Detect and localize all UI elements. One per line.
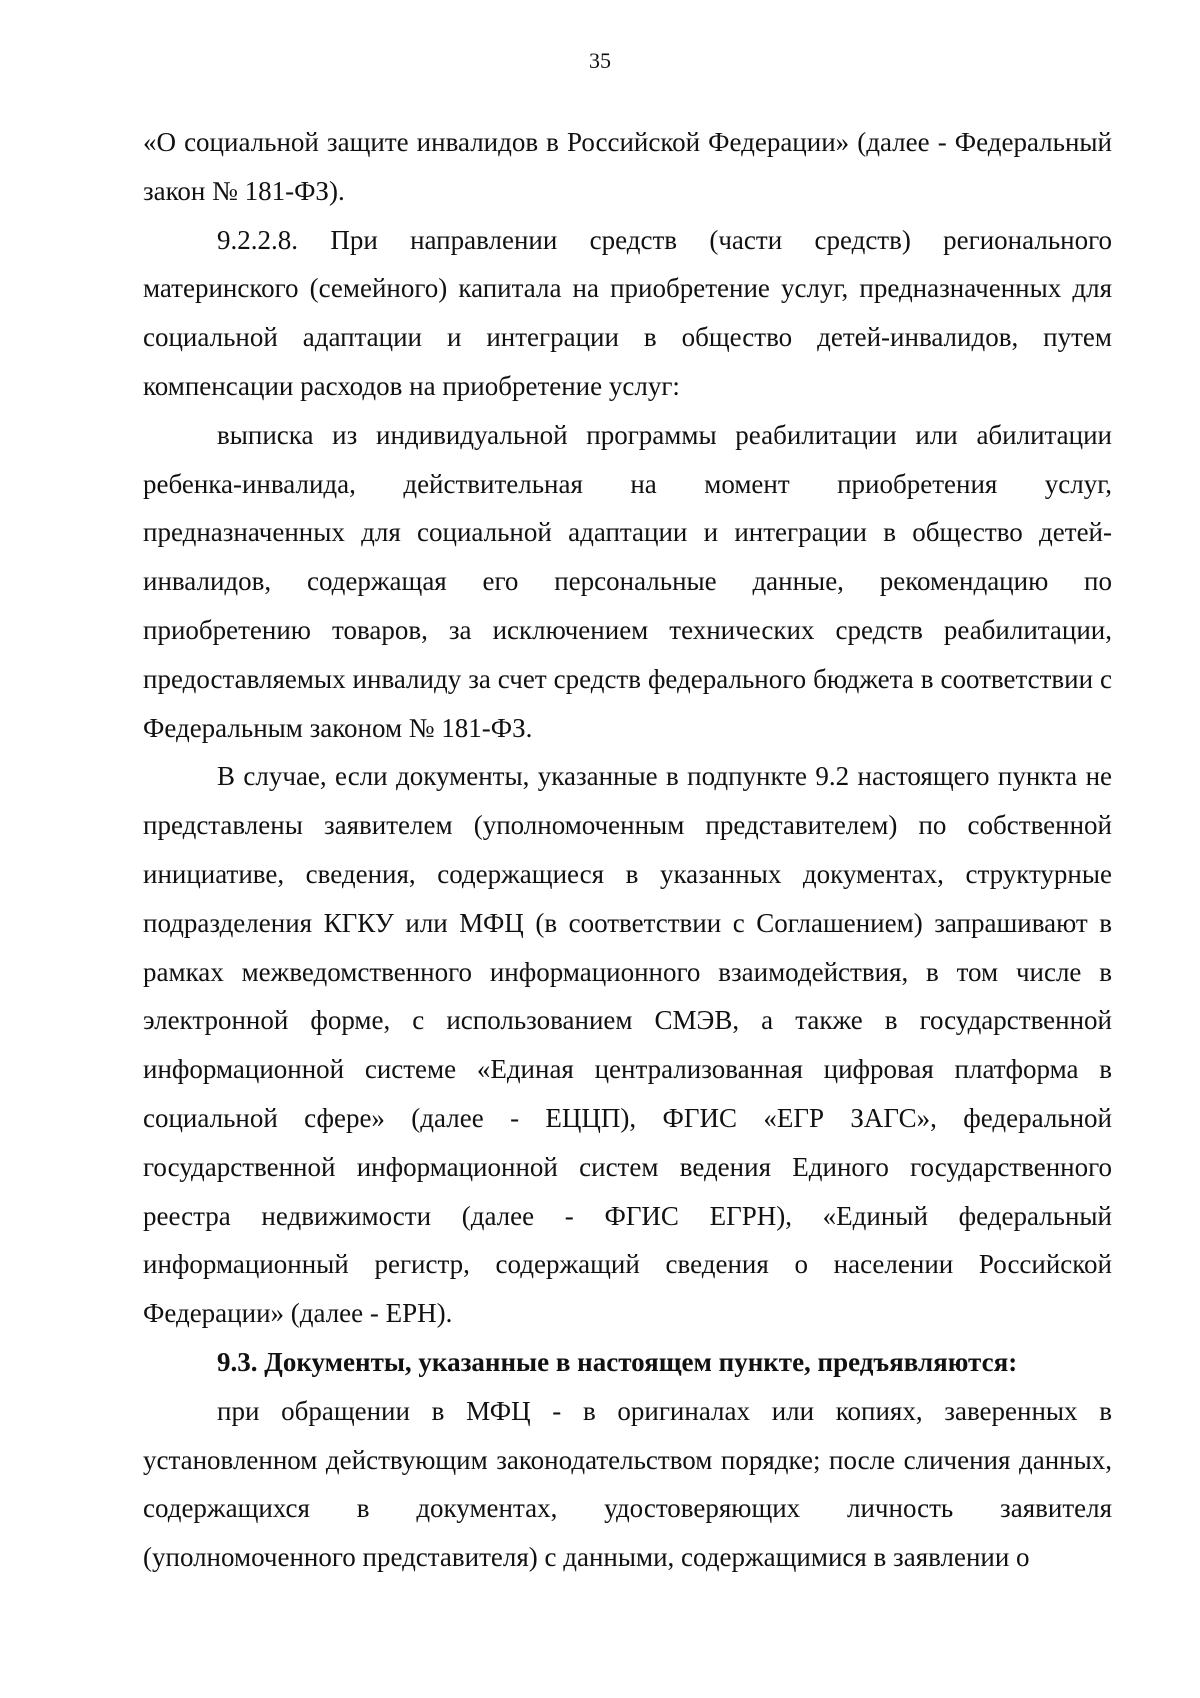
page-number: 35 [589,48,611,73]
document-body [143,118,1112,1582]
section-heading-9-3: 9.3. Документы, указанные в настоящем пункте, предъявляются: [217,1346,1018,1377]
paragraph-law-reference-continuation: «О социальной защите инвалидов в Российской Федерации» (далее - Федеральный закон № 181-ФЗ). [143,127,1112,206]
paragraph-9-2-2-8: 9.2.2.8. При направлении средств (части средств) регионального материнского (семейного) капитала на приобретение услуг, предназначенных для социальной адаптации и интеграции в общество детей-инвалидов, путем компенсации расходов на приобретение услуг: [143,224,1112,401]
paragraph-mfc-submission: при обращении в МФЦ - в оригиналах или копиях, заверенных в установленном действующим законодательством порядке; после сличения данных, содержащихся в документах, удостоверяющих личность заявителя (уполномоченного представителя) с данными, содержащимися в заявлении о [143,1395,1112,1573]
paragraph-interagency-request: В случае, если документы, указанные в подпункте 9.2 настоящего пункта не представлены заявителем (уполномоченным представителем) по собственной инициативе, сведения, содержащиеся в указанных документах, структурные подразделения КГКУ или МФЦ (в соответствии с Соглашением) запрашивают в рамках межведомственного информационного взаимодействия, в том числе в электронной форме, с использованием СМЭВ, а также в государственной информационной системе «Единая централизованная цифровая платформа в социальной сфере» (далее - ЕЦЦП), ФГИС «ЕГР ЗАГС», федеральной государственной информационной систем ведения Единого государственного реестра недвижимости (далее - ФГИС ЕГРН), «Единый федеральный информационный регистр, содержащий сведения о населении Российской Федерации» (далее - ЕРН). [143,761,1112,1329]
paragraph-rehabilitation-extract: выписка из индивидуальной программы реабилитации или абилитации ребенка-инвалида, действительная на момент приобретения услуг, предназначенных для социальной адаптации и интеграции в общество детей-инвалидов, содержащая его персональные данные, рекомендацию по приобретению товаров, за исключением технических средств реабилитации, предоставляемых инвалиду за счет средств федерального бюджета в соответствии с Федеральным законом № 181-ФЗ. [143,419,1112,743]
